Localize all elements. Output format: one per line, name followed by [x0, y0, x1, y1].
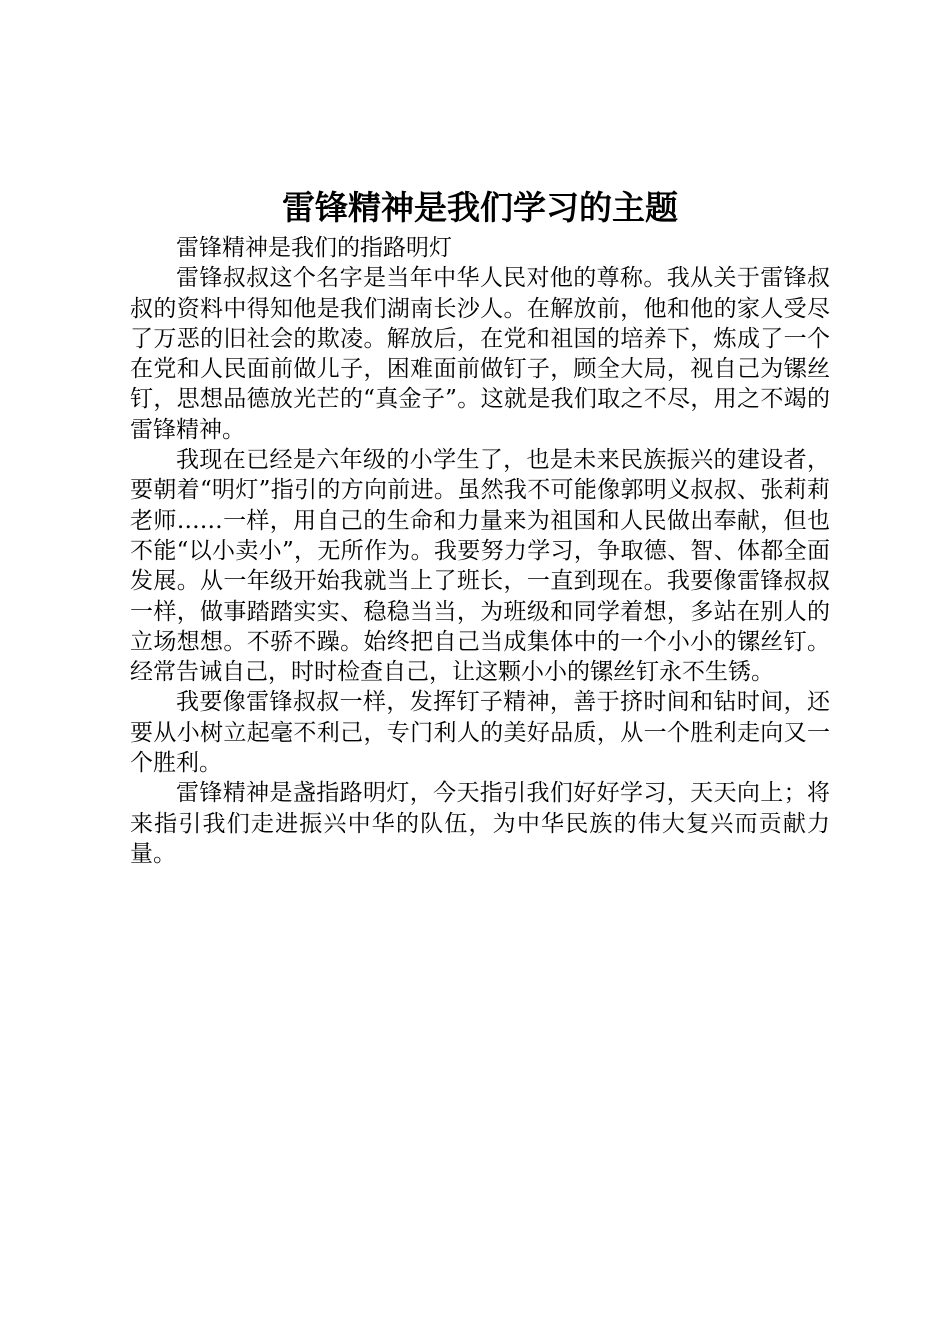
document-body — [130, 233, 830, 869]
paragraph: 雷锋叔叔这个名字是当年中华人民对他的尊称。我从关于雷锋叔叔的资料中得知他是我们湖南长沙人。在解放前，他和他的家人受尽了万恶的旧社会的欺凌。解放后，在党和祖国的培养下，炼成了一个在党和人民面前做儿子，困难面前做钉子，顾全大局，视自己为镙丝钉，思想品德放光芒的“真金子”。这就是我们取之不尽，用之不竭的雷锋精神。 — [130, 265, 830, 443]
document-title: 雷锋精神是我们学习的主题 — [282, 188, 678, 227]
paragraph: 雷锋精神是盏指路明灯，今天指引我们好好学习，天天向上；将来指引我们走进振兴中华的队伍，为中华民族的伟大复兴而贡献力量。 — [130, 780, 830, 867]
paragraph: 我要像雷锋叔叔一样，发挥钉子精神，善于挤时间和钻时间，还要从小树立起毫不利己，专门利人的美好品质，从一个胜利走向又一个胜利。 — [130, 689, 830, 777]
paragraph: 我现在已经是六年级的小学生了，也是未来民族振兴的建设者，要朝着“明灯”指引的方向前进。虽然我不可能像郭明义叔叔、张莉莉老师……一样，用自己的生命和力量来为祖国和人民做出奉献，但也不能“以小卖小”，无所作为。我要努力学习，争取德、智、体都全面发展。从一年级开始我就当上了班长，一直到现在。我要像雷锋叔叔一样，做事踏踏实实、稳稳当当，为班级和同学着想，多站在别人的立场想想。不骄不躁。始终把自己当成集体中的一个小小的镙丝钉。经常告诫自己，时时检查自己，让这颗小小的镙丝钉永不生锈。 — [130, 447, 830, 686]
paragraph-subtitle: 雷锋精神是我们的指路明灯 — [176, 235, 452, 261]
